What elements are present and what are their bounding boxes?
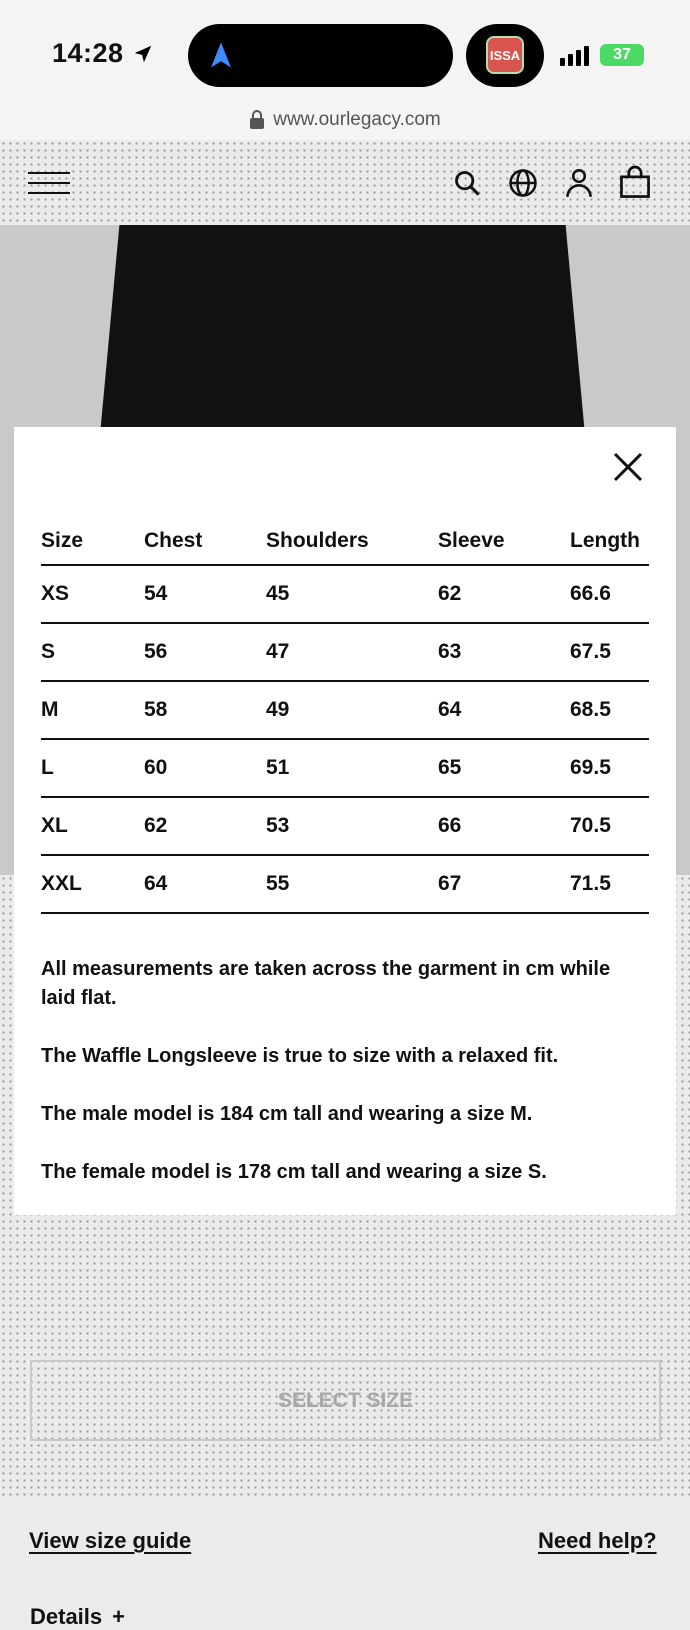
cell-chest: 54 bbox=[144, 565, 266, 623]
battery-icon bbox=[600, 44, 644, 66]
cell-shoulders: 49 bbox=[266, 681, 438, 739]
cell-chest: 60 bbox=[144, 739, 266, 797]
cell-sleeve: 67 bbox=[438, 855, 570, 913]
menu-icon[interactable] bbox=[28, 170, 72, 196]
column-header-chest: Chest bbox=[144, 517, 266, 565]
column-header-sleeve: Sleeve bbox=[438, 517, 570, 565]
cell-length: 68.5 bbox=[570, 681, 649, 739]
cell-sleeve: 63 bbox=[438, 623, 570, 681]
dynamic-island[interactable] bbox=[188, 24, 453, 87]
cell-sleeve: 66 bbox=[438, 797, 570, 855]
signal-icon bbox=[560, 46, 589, 66]
cell-length: 67.5 bbox=[570, 623, 649, 681]
header-icons bbox=[450, 166, 652, 200]
cell-sleeve: 62 bbox=[438, 565, 570, 623]
cell-length: 66.6 bbox=[570, 565, 649, 623]
account-icon[interactable] bbox=[562, 166, 596, 200]
cell-sleeve: 64 bbox=[438, 681, 570, 739]
cell-sleeve: 65 bbox=[438, 739, 570, 797]
cell-size: XXL bbox=[41, 855, 144, 913]
cell-length: 69.5 bbox=[570, 739, 649, 797]
garment-photo bbox=[100, 225, 585, 435]
cell-chest: 64 bbox=[144, 855, 266, 913]
table-row bbox=[41, 681, 649, 739]
cell-shoulders: 45 bbox=[266, 565, 438, 623]
globe-icon[interactable] bbox=[506, 166, 540, 200]
size-table bbox=[41, 517, 649, 914]
details-toggle[interactable] bbox=[30, 1604, 125, 1630]
table-row bbox=[41, 565, 649, 623]
dynamic-island-app[interactable] bbox=[466, 24, 544, 87]
note-fit: The Waffle Longsleeve is true to size with a relaxed fit. bbox=[41, 1045, 559, 1067]
column-header-size: Size bbox=[41, 517, 144, 565]
cell-size: XL bbox=[41, 797, 144, 855]
time-text: 14:28 bbox=[52, 38, 124, 68]
cell-shoulders: 47 bbox=[266, 623, 438, 681]
cell-length: 70.5 bbox=[570, 797, 649, 855]
table-row bbox=[41, 797, 649, 855]
cell-chest: 62 bbox=[144, 797, 266, 855]
note-female-model: The female model is 178 cm tall and wearing a size S. bbox=[41, 1161, 547, 1183]
size-guide-modal bbox=[14, 427, 676, 1215]
url-bar[interactable] bbox=[0, 100, 690, 140]
site-header bbox=[0, 140, 690, 225]
cell-size: L bbox=[41, 739, 144, 797]
cell-shoulders: 53 bbox=[266, 797, 438, 855]
table-header-row bbox=[41, 517, 649, 565]
bag-icon[interactable] bbox=[618, 166, 652, 200]
status-time bbox=[52, 38, 154, 69]
cell-size: M bbox=[41, 681, 144, 739]
table-row bbox=[41, 623, 649, 681]
plus-icon: + bbox=[112, 1604, 126, 1629]
note-male-model: The male model is 184 cm tall and wearing a size M. bbox=[41, 1103, 533, 1125]
cell-chest: 56 bbox=[144, 623, 266, 681]
column-header-length: Length bbox=[570, 517, 649, 565]
select-size-button[interactable] bbox=[30, 1360, 661, 1441]
lock-icon bbox=[249, 110, 265, 130]
table-row bbox=[41, 739, 649, 797]
location-arrow-icon bbox=[132, 43, 154, 65]
url-text: www.ourlegacy.com bbox=[273, 109, 441, 130]
view-size-guide-link[interactable]: View size guide bbox=[29, 1528, 192, 1553]
cell-chest: 58 bbox=[144, 681, 266, 739]
cell-shoulders: 51 bbox=[266, 739, 438, 797]
size-notes bbox=[41, 955, 631, 1216]
cell-length: 71.5 bbox=[570, 855, 649, 913]
app-thumbnail: ISSA bbox=[486, 36, 524, 74]
search-icon[interactable] bbox=[450, 166, 484, 200]
navigation-icon bbox=[206, 40, 236, 70]
cell-size: XS bbox=[41, 565, 144, 623]
cell-shoulders: 55 bbox=[266, 855, 438, 913]
status-bar bbox=[0, 0, 690, 100]
select-size-label: SELECT SIZE bbox=[277, 1388, 414, 1412]
cell-size: S bbox=[41, 623, 144, 681]
table-row bbox=[41, 855, 649, 913]
need-help-link[interactable]: Need help? bbox=[538, 1528, 657, 1553]
column-header-shoulders: Shoulders bbox=[266, 517, 438, 565]
details-label: Details bbox=[30, 1604, 103, 1629]
close-icon[interactable] bbox=[610, 449, 646, 485]
battery-level: 37 bbox=[613, 46, 631, 63]
note-measurements: All measurements are taken across the garment in cm while laid flat. bbox=[41, 958, 611, 1009]
